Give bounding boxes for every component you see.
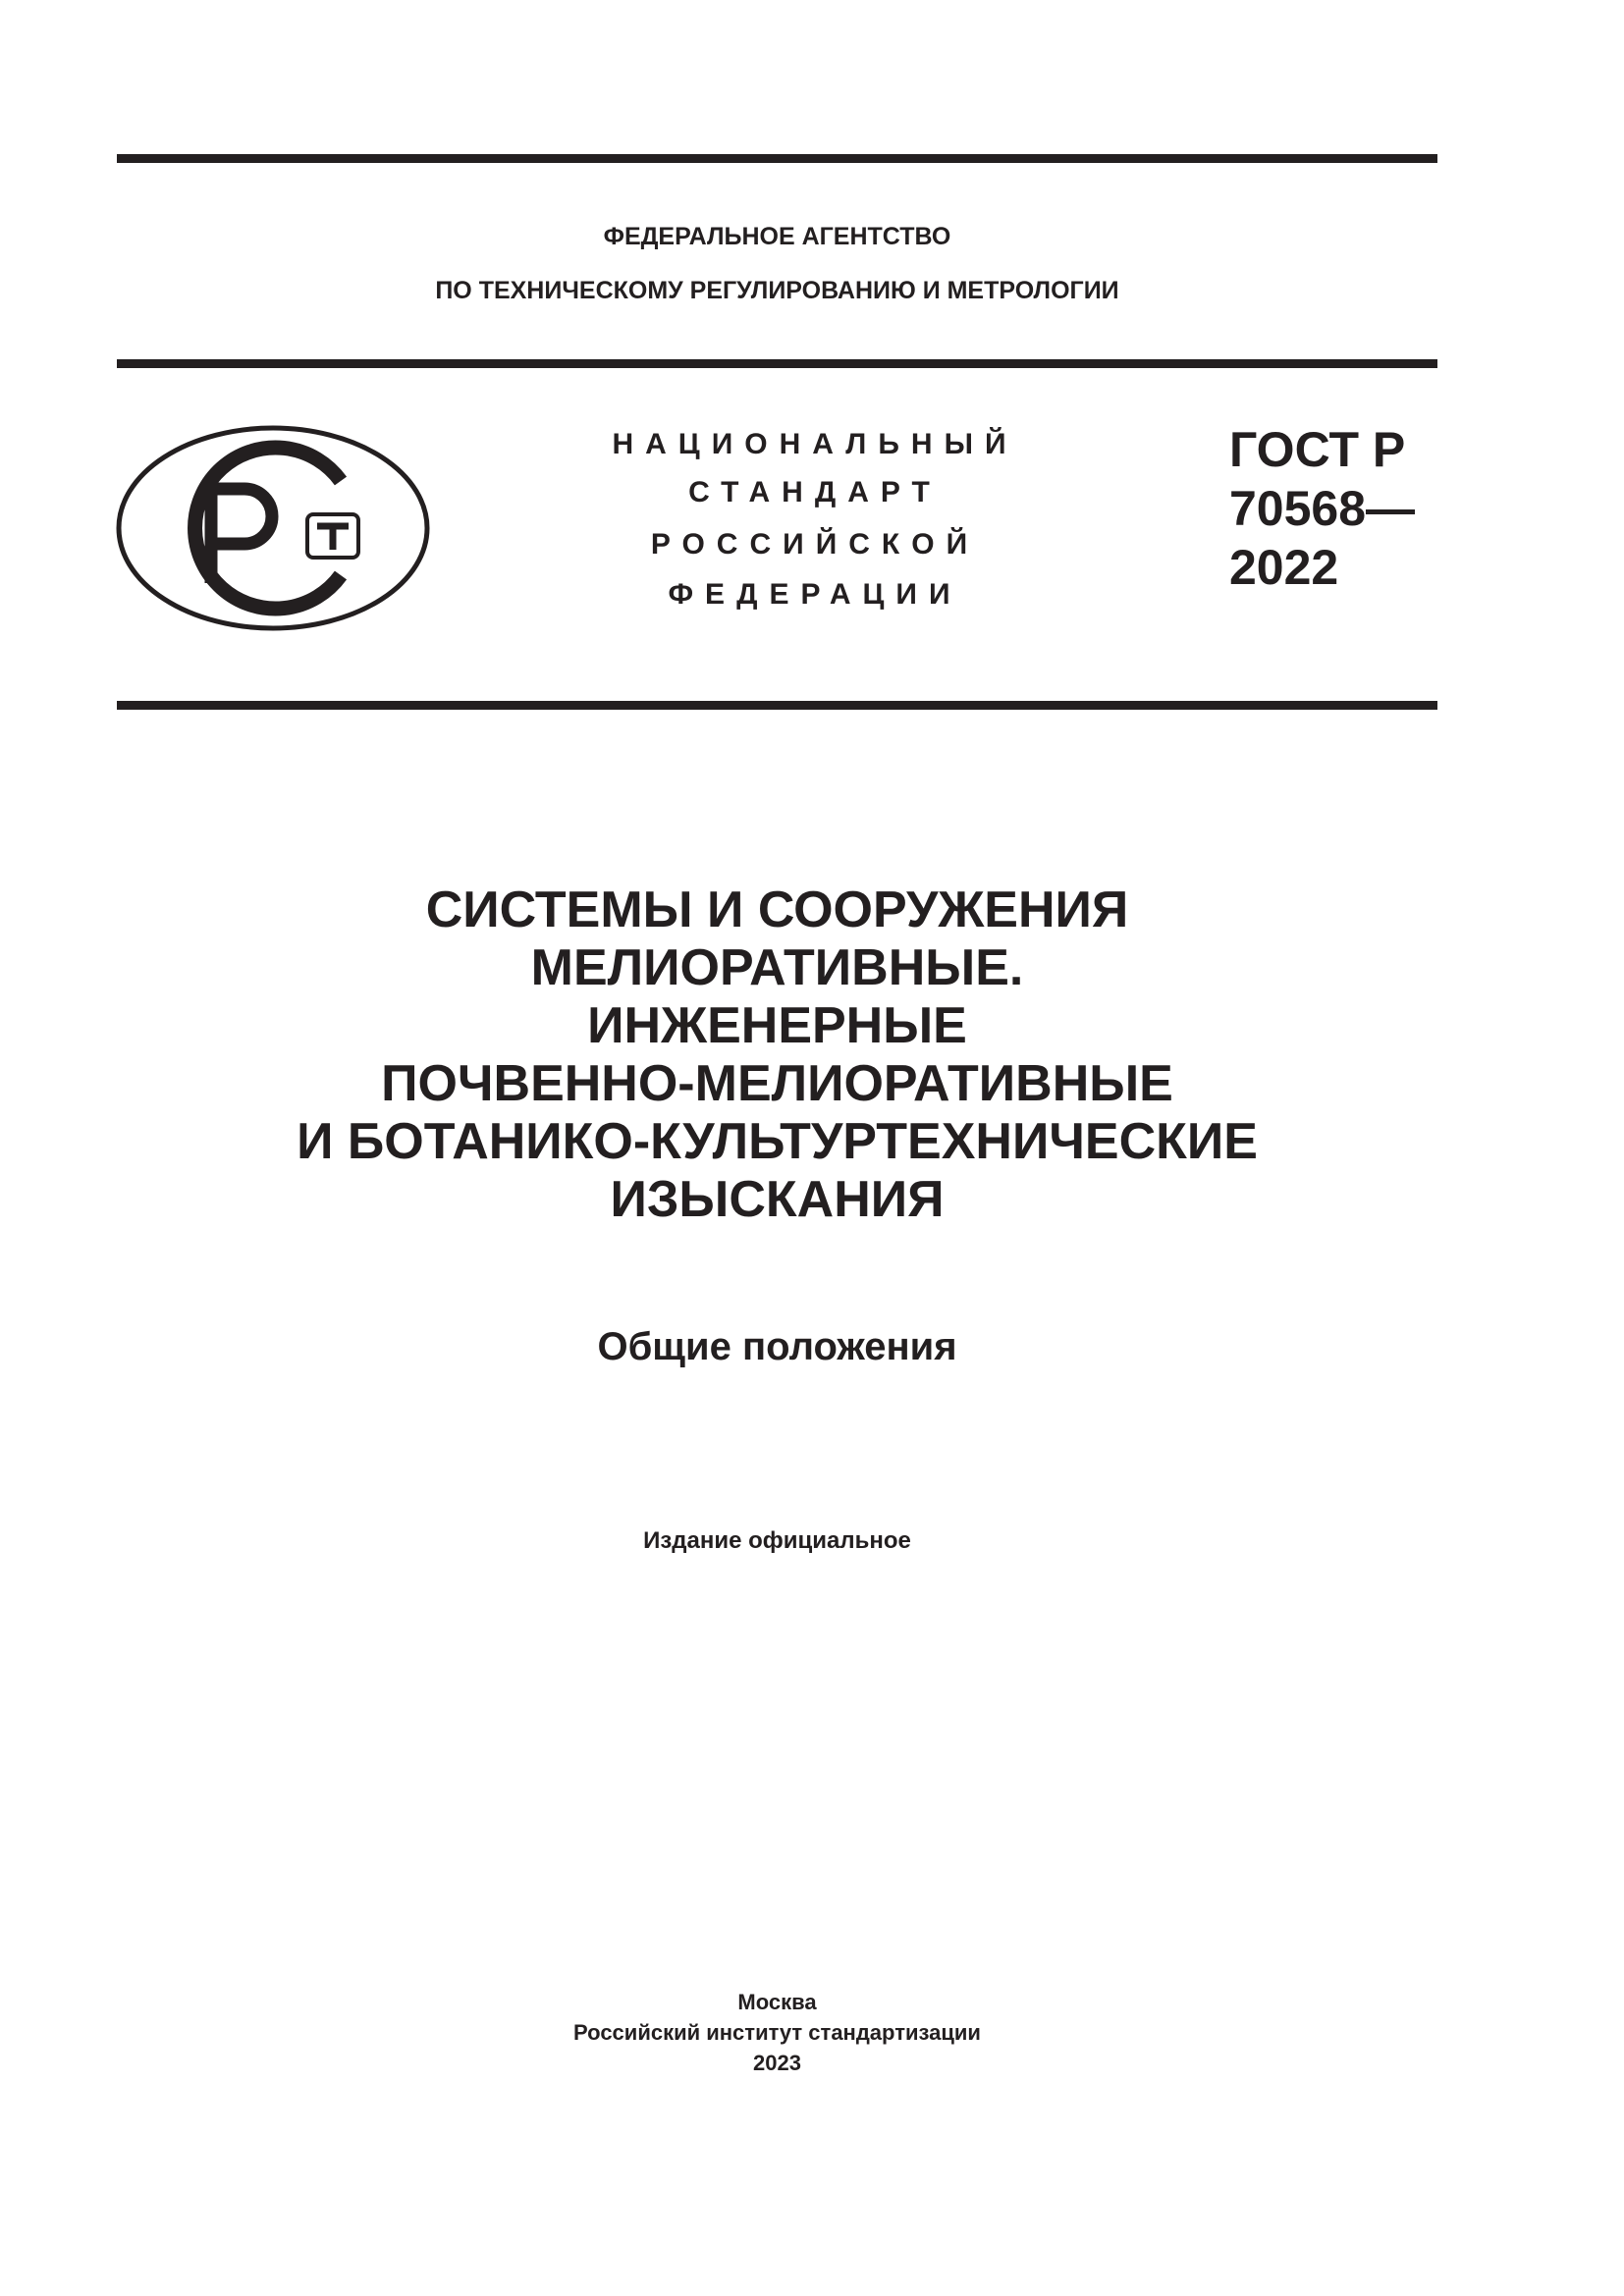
header-rule (117, 359, 1437, 368)
top-rule (117, 154, 1437, 163)
standard-type-line-3: РОССИЙСКОЙ (650, 528, 980, 561)
standard-type-line-1: НАЦИОНАЛЬНЫЙ (612, 428, 1018, 460)
standard-type-line-4: ФЕДЕРАЦИИ (668, 578, 962, 611)
imprint-year: 2023 (753, 2051, 801, 2075)
document-title (0, 881, 1554, 1229)
document-subtitle: Общие положения (597, 1325, 957, 1368)
section-rule (117, 701, 1437, 710)
title-line-4: ПОЧВЕННО-МЕЛИОРАТИВНЫЕ (381, 1055, 1173, 1112)
imprint (0, 1987, 1554, 2078)
rst-logo-icon (115, 424, 431, 632)
designation-line-2: 70568— (1229, 481, 1416, 536)
designation-line-1: ГОСТ Р (1229, 422, 1406, 477)
title-line-2: МЕЛИОРАТИВНЫЕ. (530, 939, 1024, 996)
imprint-city: Москва (737, 1990, 817, 2014)
standard-designation (1229, 420, 1455, 597)
title-line-1: СИСТЕМЫ И СООРУЖЕНИЯ (425, 881, 1129, 938)
designation-line-3: 2022 (1229, 540, 1339, 595)
title-line-3: ИНЖЕНЕРНЫЕ (587, 997, 967, 1054)
agency-name-line-2: ПО ТЕХНИЧЕСКОМУ РЕГУЛИРОВАНИЮ И МЕТРОЛОГИИ (435, 277, 1119, 304)
title-line-5: И БОТАНИКО-КУЛЬТУРТЕХНИЧЕСКИЕ (297, 1113, 1258, 1170)
standard-type-line-2: СТАНДАРТ (688, 476, 942, 508)
imprint-publisher: Российский институт стандартизации (573, 2020, 981, 2045)
edition-label: Издание официальное (643, 1527, 911, 1554)
agency-name-line-1: ФЕДЕРАЛЬНОЕ АГЕНТСТВО (603, 223, 951, 250)
title-line-6: ИЗЫСКАНИЯ (610, 1171, 945, 1228)
